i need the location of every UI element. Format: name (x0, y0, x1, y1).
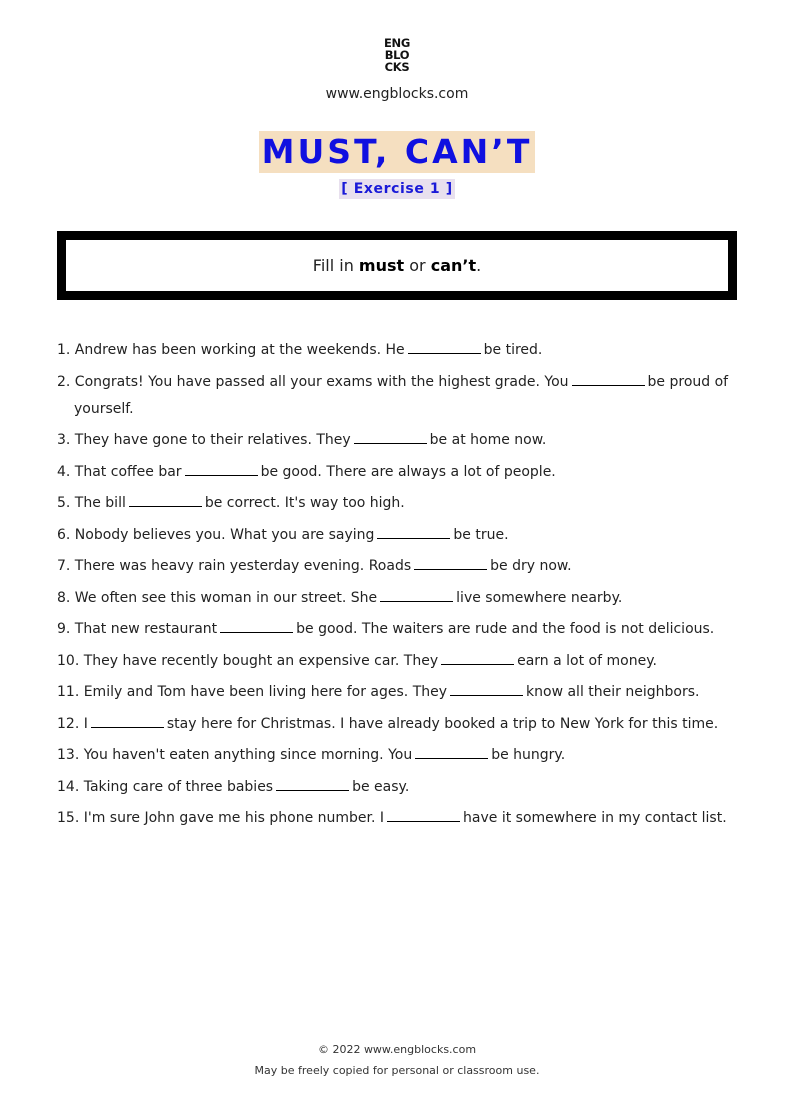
exercise-item: 4. That coffee bar be good. There are always a lot of people. (57, 459, 747, 486)
engblocks-logo (380, 37, 414, 73)
exercise-item: 10. They have recently bought an expensive car. They earn a lot of money. (57, 648, 747, 675)
logo-line: BLO (384, 48, 410, 62)
exercise-item: 2. Congrats! You have passed all your exams with the highest grade. You be proud of yourself. (57, 369, 747, 423)
answer-blank[interactable] (377, 524, 450, 539)
exercise-item: 5. The bill be correct. It's way too high. (57, 490, 747, 517)
exercise-item: 13. You haven't eaten anything since morning. You be hungry. (57, 742, 747, 769)
exercise-item: 15. I'm sure John gave me his phone number. I have it somewhere in my contact list. (57, 805, 747, 832)
instruction-text: Fill in must or can’t. (312, 256, 482, 275)
exercise-item: 1. Andrew has been working at the weekends. He be tired. (57, 337, 747, 364)
exercise-item: 3. They have gone to their relatives. They be at home now. (57, 427, 747, 454)
exercise-item: 14. Taking care of three babies be easy. (57, 774, 747, 801)
answer-blank[interactable] (441, 650, 514, 665)
logo-line: ENG (383, 36, 411, 50)
answer-blank[interactable] (450, 681, 523, 696)
answer-blank[interactable] (572, 371, 645, 386)
instruction-word-cant: can’t (430, 256, 477, 275)
answer-blank[interactable] (415, 744, 488, 759)
answer-blank[interactable] (129, 492, 202, 507)
answer-blank[interactable] (414, 555, 487, 570)
instruction-word-must: must (358, 256, 405, 275)
exercise-item: 9. That new restaurant be good. The waiters are rude and the food is not delicious. (57, 616, 747, 643)
page-title: MUST, CAN’T (259, 131, 536, 173)
answer-blank[interactable] (91, 713, 164, 728)
site-url: www.engblocks.com (325, 86, 469, 102)
answer-blank[interactable] (354, 429, 427, 444)
answer-blank[interactable] (276, 776, 349, 791)
exercise-list (57, 337, 747, 837)
answer-blank[interactable] (380, 587, 453, 602)
logo-line: CKS (384, 60, 410, 74)
exercise-item: 6. Nobody believes you. What you are saying be true. (57, 522, 747, 549)
footer-copyright: © 2022 www.engblocks.com (317, 1043, 477, 1056)
instruction-box (57, 231, 737, 300)
exercise-item: 11. Emily and Tom have been living here for ages. They know all their neighbors. (57, 679, 747, 706)
answer-blank[interactable] (220, 618, 293, 633)
answer-blank[interactable] (185, 461, 258, 476)
answer-blank[interactable] (408, 339, 481, 354)
exercise-subtitle: [ Exercise 1 ] (341, 181, 453, 197)
exercise-item: 7. There was heavy rain yesterday evening. Roads be dry now. (57, 553, 747, 580)
answer-blank[interactable] (387, 807, 460, 822)
exercise-item: 8. We often see this woman in our street. She live somewhere nearby. (57, 585, 747, 612)
footer-note: May be freely copied for personal or classroom use. (254, 1064, 540, 1077)
exercise-item: 12. I stay here for Christmas. I have already booked a trip to New York for this time. (57, 711, 747, 738)
